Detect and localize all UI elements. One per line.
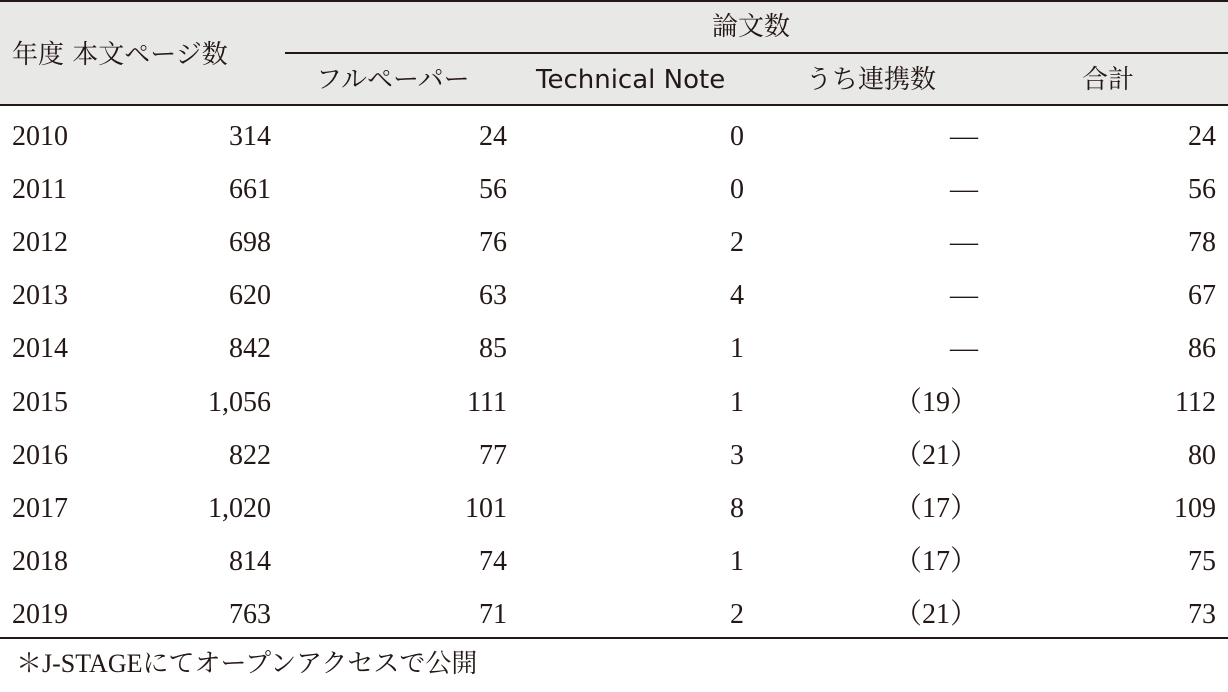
technical-note-cell: 1: [730, 386, 744, 418]
table-row: [0, 269, 1228, 322]
linked-count-cell: ―: [950, 227, 978, 259]
full-paper-cell: 101: [465, 492, 507, 524]
top-rule: [0, 0, 1228, 2]
header-year-pages: 年度 本文ページ数: [12, 40, 228, 70]
total-cell: 80: [1188, 439, 1216, 471]
full-paper-cell: 71: [479, 598, 507, 630]
pages-cell: 842: [229, 333, 271, 365]
pages-cell: 698: [229, 227, 271, 259]
pages-cell: 314: [229, 121, 271, 152]
year-cell: 2016: [12, 439, 68, 471]
full-paper-cell: 111: [467, 386, 507, 418]
table-row: [0, 322, 1228, 375]
full-paper-cell: 56: [479, 174, 507, 206]
linked-count-cell: （21）: [893, 598, 978, 630]
table-row: [0, 429, 1228, 482]
full-paper-cell: 85: [479, 333, 507, 365]
year-cell: 2015: [12, 386, 68, 418]
total-cell: 67: [1188, 280, 1216, 312]
full-paper-cell: 77: [479, 439, 507, 471]
technical-note-cell: 1: [730, 545, 744, 577]
year-cell: 2018: [12, 545, 68, 577]
total-cell: 56: [1188, 174, 1216, 206]
header-total: 合計: [1082, 65, 1135, 95]
pages-cell: 1,020: [208, 492, 271, 524]
full-paper-cell: 24: [479, 121, 507, 152]
full-paper-cell: 76: [479, 227, 507, 259]
table-row: [0, 535, 1228, 588]
header-paper-count-group: 論文数: [712, 12, 791, 42]
total-cell: 75: [1188, 545, 1216, 577]
technical-note-cell: 0: [730, 121, 744, 152]
technical-note-cell: 2: [730, 227, 744, 259]
technical-note-cell: 1: [730, 333, 744, 365]
year-cell: 2019: [12, 598, 68, 630]
table-row: [0, 482, 1228, 535]
linked-count-cell: ―: [950, 174, 978, 206]
pages-cell: 814: [229, 545, 271, 577]
technical-note-cell: 0: [730, 174, 744, 206]
table-row: [0, 163, 1228, 216]
linked-count-cell: （19）: [893, 386, 978, 418]
year-cell: 2012: [12, 227, 68, 259]
total-cell: 86: [1188, 333, 1216, 365]
table-row: [0, 110, 1228, 163]
full-paper-cell: 63: [479, 280, 507, 312]
linked-count-cell: ―: [950, 333, 978, 365]
pages-cell: 763: [229, 598, 271, 630]
technical-note-cell: 4: [730, 280, 744, 312]
full-paper-cell: 74: [479, 545, 507, 577]
linked-count-cell: ―: [950, 121, 978, 152]
year-cell: 2017: [12, 492, 68, 524]
total-cell: 78: [1188, 227, 1216, 259]
linked-count-cell: （17）: [893, 545, 978, 577]
linked-count-cell: （17）: [893, 492, 978, 524]
year-cell: 2010: [12, 121, 68, 152]
table-row: [0, 216, 1228, 269]
pages-cell: 620: [229, 280, 271, 312]
header-rule: [0, 104, 1228, 106]
pages-cell: 661: [229, 174, 271, 206]
technical-note-cell: 8: [730, 492, 744, 524]
total-cell: 112: [1175, 386, 1216, 418]
technical-note-cell: 2: [730, 598, 744, 630]
header-full-paper: フルペーパー: [316, 65, 470, 95]
table-row: [0, 376, 1228, 429]
total-cell: 24: [1188, 121, 1216, 152]
pages-cell: 1,056: [208, 386, 271, 418]
linked-count-cell: ―: [950, 280, 978, 312]
linked-count-cell: （21）: [893, 439, 978, 471]
year-cell: 2013: [12, 280, 68, 312]
group-header-rule: [285, 52, 1228, 54]
technical-note-cell: 3: [730, 439, 744, 471]
total-cell: 73: [1188, 598, 1216, 630]
header-technical-note: Technical Note: [536, 65, 726, 95]
total-cell: 109: [1174, 492, 1216, 524]
table-row: [0, 588, 1228, 641]
year-cell: 2011: [12, 174, 67, 206]
footnote: ＊J-STAGEにてオープンアクセスで公開: [16, 649, 478, 678]
header-linked-count: うち連携数: [806, 65, 937, 95]
pages-cell: 822: [229, 439, 271, 471]
year-cell: 2014: [12, 333, 68, 365]
